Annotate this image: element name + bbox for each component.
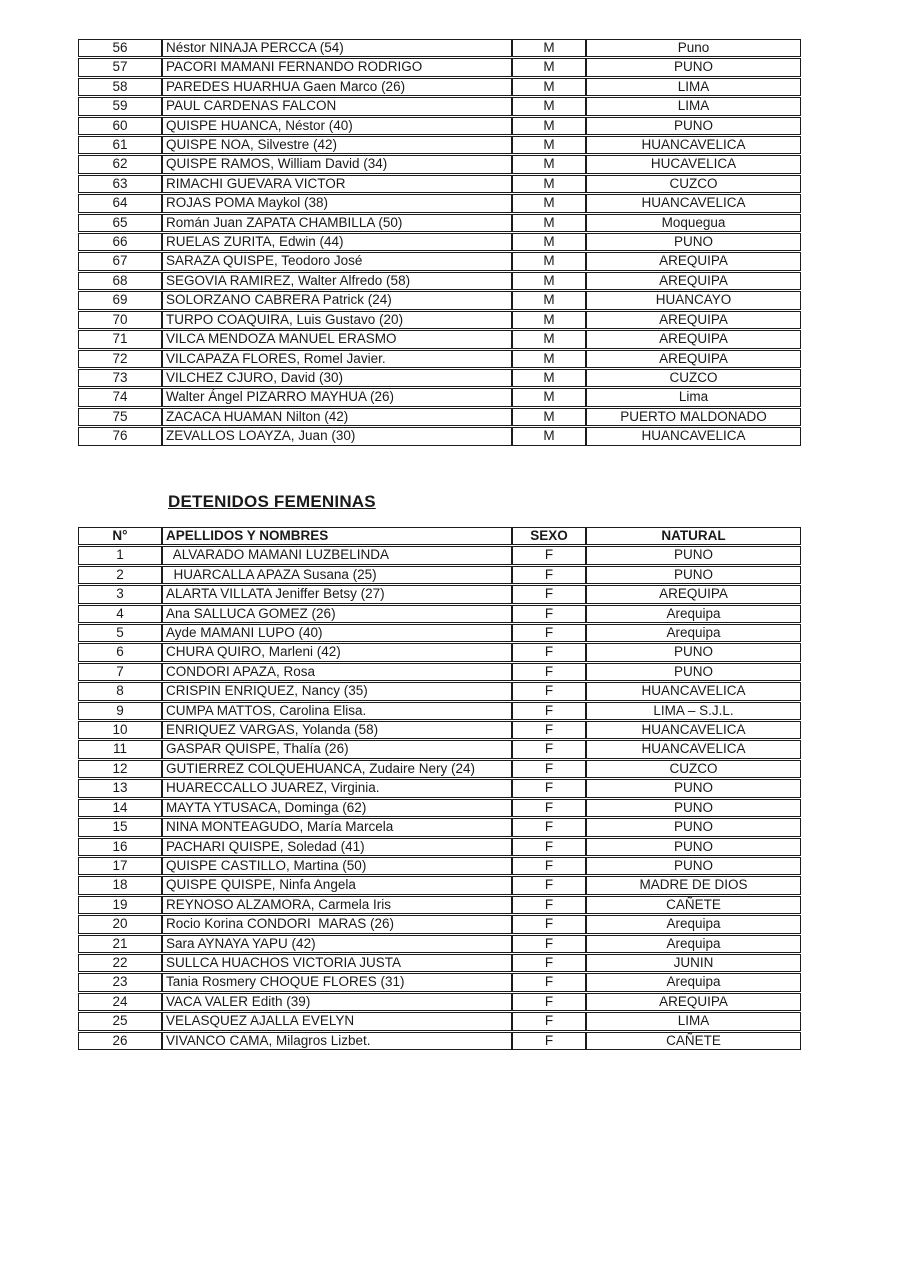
sex-cell: F [512,993,586,1011]
table-row [78,915,801,933]
row-number-cell: 62 [78,155,162,173]
table-row [78,663,801,681]
name-cell: VILCAPAZA FLORES, Romel Javier. [162,350,512,368]
row-number-cell: 60 [78,117,162,135]
table-row [78,117,801,135]
natural-cell: Puno [586,39,801,57]
sex-cell: F [512,605,586,623]
table-row [78,760,801,778]
row-number-cell: 58 [78,78,162,96]
row-number-cell: 13 [78,779,162,797]
name-cell: VACA VALER Edith (39) [162,993,512,1011]
table-row [78,58,801,76]
natural-cell: HUANCAVELICA [586,682,801,700]
natural-cell: PUNO [586,58,801,76]
row-number-cell: 73 [78,369,162,387]
name-cell: QUISPE CASTILLO, Martina (50) [162,857,512,875]
name-cell: MAYTA YTUSACA, Dominga (62) [162,799,512,817]
sex-cell: M [512,330,586,348]
name-cell: ALVARADO MAMANI LUZBELINDA [162,546,512,564]
sex-cell: M [512,252,586,270]
name-cell: VIVANCO CAMA, Milagros Lizbet. [162,1032,512,1050]
table-row [78,155,801,173]
natural-cell: HUANCAVELICA [586,427,801,445]
name-cell: GUTIERREZ COLQUEHUANCA, Zudaire Nery (24) [162,760,512,778]
row-number-cell: 6 [78,643,162,661]
female-detainees-table [78,526,801,1051]
sex-cell: F [512,779,586,797]
table-row [78,1032,801,1050]
row-number-cell: 19 [78,896,162,914]
sex-cell: F [512,624,586,642]
header-natural: NATURAL [586,527,801,545]
sex-cell: F [512,643,586,661]
table-row [78,585,801,603]
table-row [78,935,801,953]
natural-cell: AREQUIPA [586,993,801,1011]
natural-cell: CUZCO [586,369,801,387]
sex-cell: F [512,682,586,700]
row-number-cell: 63 [78,175,162,193]
sex-cell: M [512,214,586,232]
row-number-cell: 61 [78,136,162,154]
name-cell: Néstor NINAJA PERCCA (54) [162,39,512,57]
natural-cell: LIMA – S.J.L. [586,702,801,720]
name-cell: VILCA MENDOZA MANUEL ERASMO [162,330,512,348]
row-number-cell: 57 [78,58,162,76]
name-cell: GASPAR QUISPE, Thalía (26) [162,740,512,758]
natural-cell: AREQUIPA [586,311,801,329]
sex-cell: F [512,818,586,836]
row-number-cell: 56 [78,39,162,57]
name-cell: ALARTA VILLATA Jeniffer Betsy (27) [162,585,512,603]
table-row [78,97,801,115]
row-number-cell: 11 [78,740,162,758]
natural-cell: AREQUIPA [586,350,801,368]
header-names: APELLIDOS Y NOMBRES [162,527,512,545]
row-number-cell: 12 [78,760,162,778]
sex-cell: M [512,233,586,251]
sex-cell: F [512,546,586,564]
name-cell: PAREDES HUARHUA Gaen Marco (26) [162,78,512,96]
table-row [78,779,801,797]
name-cell: Ana SALLUCA GOMEZ (26) [162,605,512,623]
natural-cell: HUANCAYO [586,291,801,309]
natural-cell: PUNO [586,818,801,836]
sex-cell: F [512,857,586,875]
header-row [78,527,801,545]
natural-cell: PUNO [586,663,801,681]
natural-cell: PUNO [586,643,801,661]
name-cell: QUISPE QUISPE, Ninfa Angela [162,876,512,894]
natural-cell: HUCAVELICA [586,155,801,173]
natural-cell: Arequipa [586,605,801,623]
natural-cell: PUNO [586,799,801,817]
table-row [78,896,801,914]
sex-cell: M [512,408,586,426]
sex-cell: F [512,566,586,584]
name-cell: HUARECCALLO JUAREZ, Virginia. [162,779,512,797]
row-number-cell: 16 [78,838,162,856]
name-cell: Rocio Korina CONDORI MARAS (26) [162,915,512,933]
name-cell: Tania Rosmery CHOQUE FLORES (31) [162,973,512,991]
name-cell: QUISPE NOA, Silvestre (42) [162,136,512,154]
sex-cell: M [512,58,586,76]
natural-cell: AREQUIPA [586,252,801,270]
natural-cell: CUZCO [586,175,801,193]
name-cell: Román Juan ZAPATA CHAMBILLA (50) [162,214,512,232]
natural-cell: Moquegua [586,214,801,232]
table-row [78,272,801,290]
row-number-cell: 72 [78,350,162,368]
natural-cell: PUNO [586,233,801,251]
table-row [78,643,801,661]
name-cell: PACORI MAMANI FERNANDO RODRIGO [162,58,512,76]
natural-cell: LIMA [586,97,801,115]
row-number-cell: 64 [78,194,162,212]
natural-cell: JUNIN [586,954,801,972]
row-number-cell: 17 [78,857,162,875]
name-cell: VILCHEZ CJURO, David (30) [162,369,512,387]
natural-cell: HUANCAVELICA [586,721,801,739]
sex-cell: M [512,194,586,212]
table-row [78,39,801,57]
name-cell: ZEVALLOS LOAYZA, Juan (30) [162,427,512,445]
sex-cell: F [512,954,586,972]
natural-cell: Arequipa [586,935,801,953]
sex-cell: F [512,702,586,720]
natural-cell: HUANCAVELICA [586,740,801,758]
row-number-cell: 23 [78,973,162,991]
name-cell: CRISPIN ENRIQUEZ, Nancy (35) [162,682,512,700]
row-number-cell: 26 [78,1032,162,1050]
row-number-cell: 67 [78,252,162,270]
sex-cell: F [512,663,586,681]
sex-cell: M [512,350,586,368]
sex-cell: F [512,760,586,778]
natural-cell: HUANCAVELICA [586,136,801,154]
sex-cell: M [512,117,586,135]
table-row [78,311,801,329]
sex-cell: F [512,935,586,953]
name-cell: QUISPE HUANCA, Néstor (40) [162,117,512,135]
table-row [78,566,801,584]
sex-cell: M [512,311,586,329]
sex-cell: F [512,896,586,914]
name-cell: PACHARI QUISPE, Soledad (41) [162,838,512,856]
table-row [78,175,801,193]
sex-cell: M [512,388,586,406]
table-row [78,252,801,270]
table-row [78,546,801,564]
table-row [78,136,801,154]
table-row [78,291,801,309]
row-number-cell: 76 [78,427,162,445]
table-row [78,702,801,720]
female-detainees-table-body [78,546,801,1050]
sex-cell: F [512,740,586,758]
table-row [78,838,801,856]
sex-cell: M [512,291,586,309]
row-number-cell: 18 [78,876,162,894]
table-row [78,818,801,836]
natural-cell: AREQUIPA [586,585,801,603]
row-number-cell: 22 [78,954,162,972]
row-number-cell: 15 [78,818,162,836]
sex-cell: F [512,1032,586,1050]
sex-cell: M [512,78,586,96]
natural-cell: CAÑETE [586,1032,801,1050]
female-section-title: DETENIDOS FEMENINAS [168,492,376,511]
name-cell: RUELAS ZURITA, Edwin (44) [162,233,512,251]
table-row [78,194,801,212]
row-number-cell: 9 [78,702,162,720]
name-cell: RIMACHI GUEVARA VICTOR [162,175,512,193]
table-row [78,605,801,623]
sex-cell: F [512,799,586,817]
table-row [78,408,801,426]
table-row [78,1012,801,1030]
row-number-cell: 5 [78,624,162,642]
sex-cell: M [512,39,586,57]
sex-cell: F [512,915,586,933]
row-number-cell: 20 [78,915,162,933]
name-cell: CUMPA MATTOS, Carolina Elisa. [162,702,512,720]
row-number-cell: 25 [78,1012,162,1030]
name-cell: NINA MONTEAGUDO, María Marcela [162,818,512,836]
natural-cell: LIMA [586,1012,801,1030]
name-cell: SARAZA QUISPE, Teodoro José [162,252,512,270]
row-number-cell: 7 [78,663,162,681]
table-row [78,78,801,96]
table-row [78,954,801,972]
row-number-cell: 24 [78,993,162,1011]
table-row [78,682,801,700]
table-row [78,214,801,232]
table-row [78,624,801,642]
natural-cell: MADRE DE DIOS [586,876,801,894]
sex-cell: M [512,427,586,445]
natural-cell: PUNO [586,546,801,564]
row-number-cell: 75 [78,408,162,426]
natural-cell: PUNO [586,779,801,797]
name-cell: HUARCALLA APAZA Susana (25) [162,566,512,584]
name-cell: TURPO COAQUIRA, Luis Gustavo (20) [162,311,512,329]
row-number-cell: 3 [78,585,162,603]
name-cell: PAUL CARDENAS FALCON [162,97,512,115]
table-row [78,721,801,739]
name-cell: REYNOSO ALZAMORA, Carmela Iris [162,896,512,914]
natural-cell: PUNO [586,566,801,584]
natural-cell: HUANCAVELICA [586,194,801,212]
natural-cell: Arequipa [586,973,801,991]
sex-cell: F [512,1012,586,1030]
row-number-cell: 1 [78,546,162,564]
name-cell: CONDORI APAZA, Rosa [162,663,512,681]
name-cell: SULLCA HUACHOS VICTORIA JUSTA [162,954,512,972]
natural-cell: Arequipa [586,624,801,642]
natural-cell: AREQUIPA [586,272,801,290]
male-detainees-table [78,38,801,447]
table-row [78,973,801,991]
table-row [78,876,801,894]
row-number-cell: 4 [78,605,162,623]
natural-cell: LIMA [586,78,801,96]
sex-cell: F [512,973,586,991]
natural-cell: PUNO [586,857,801,875]
header-sex: SEXO [512,527,586,545]
row-number-cell: 8 [78,682,162,700]
natural-cell: AREQUIPA [586,330,801,348]
name-cell: QUISPE RAMOS, William David (34) [162,155,512,173]
row-number-cell: 21 [78,935,162,953]
header-number: N° [78,527,162,545]
sex-cell: F [512,721,586,739]
sex-cell: F [512,838,586,856]
sex-cell: F [512,585,586,603]
sex-cell: M [512,175,586,193]
row-number-cell: 68 [78,272,162,290]
natural-cell: Lima [586,388,801,406]
name-cell: Walter Ángel PIZARRO MAYHUA (26) [162,388,512,406]
table-row [78,388,801,406]
row-number-cell: 66 [78,233,162,251]
table-row [78,740,801,758]
name-cell: ROJAS POMA Maykol (38) [162,194,512,212]
sex-cell: F [512,876,586,894]
table-row [78,330,801,348]
row-number-cell: 2 [78,566,162,584]
natural-cell: PUERTO MALDONADO [586,408,801,426]
sex-cell: M [512,136,586,154]
name-cell: CHURA QUIRO, Marleni (42) [162,643,512,661]
male-detainees-table-body [78,39,801,446]
table-row [78,993,801,1011]
row-number-cell: 14 [78,799,162,817]
sex-cell: M [512,272,586,290]
name-cell: SOLORZANO CABRERA Patrick (24) [162,291,512,309]
name-cell: Ayde MAMANI LUPO (40) [162,624,512,642]
natural-cell: PUNO [586,117,801,135]
sex-cell: M [512,97,586,115]
row-number-cell: 65 [78,214,162,232]
row-number-cell: 59 [78,97,162,115]
table-row [78,799,801,817]
row-number-cell: 71 [78,330,162,348]
sex-cell: M [512,155,586,173]
table-row [78,369,801,387]
name-cell: Sara AYNAYA YAPU (42) [162,935,512,953]
table-row [78,427,801,445]
row-number-cell: 69 [78,291,162,309]
name-cell: SEGOVIA RAMIREZ, Walter Alfredo (58) [162,272,512,290]
sex-cell: M [512,369,586,387]
row-number-cell: 10 [78,721,162,739]
name-cell: VELASQUEZ AJALLA EVELYN [162,1012,512,1030]
natural-cell: Arequipa [586,915,801,933]
natural-cell: CAÑETE [586,896,801,914]
table-row [78,857,801,875]
name-cell: ENRIQUEZ VARGAS, Yolanda (58) [162,721,512,739]
female-table-header [78,527,801,545]
row-number-cell: 74 [78,388,162,406]
row-number-cell: 70 [78,311,162,329]
table-row [78,233,801,251]
table-row [78,350,801,368]
natural-cell: CUZCO [586,760,801,778]
name-cell: ZACACA HUAMAN Nilton (42) [162,408,512,426]
natural-cell: PUNO [586,838,801,856]
